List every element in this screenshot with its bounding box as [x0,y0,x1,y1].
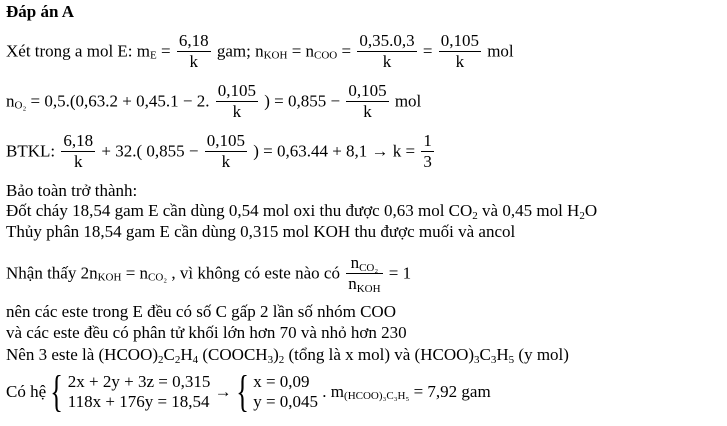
fraction: $\frac{0,105}{k}$ [217,81,256,121]
solution-system: x = 0,09 y = 0,045 [253,372,319,411]
line-observation: Nhận thấy $2n_{KOH} = n_{CO_2}$ , vì không có este nào có $\frac{n_{CO_2}}{n_{KOH}}$ = 1 [6,253,412,295]
fraction: $\frac{1}{3}$ [423,131,432,171]
line-carbon-ratio: nên các este trong E đều có số C gấp 2 lần số nhóm COO [6,302,396,321]
line-esters: Nên 3 este là $(HCOO)_2C_2H_4$ $(COOCH_3)_2$ (tổng là x mol) và $(HCOO)_3C_3H_5$ (y mol) [6,345,569,366]
line-oxygen: $n_{O_2} = 0,5.(0,63.2 + 0,45.1 - 2$. $\frac{0,105}{k}$ ) = 0,855 − $\frac{0,105}{k}$ mol [6,81,422,121]
fraction: $\frac{6,18}{k}$ [63,131,94,171]
brace-icon: { [50,367,64,416]
fraction: $\frac{0,35.0,3}{k}$ [359,31,415,71]
line-conservation: Bảo toàn trở thành: [6,181,138,200]
equation-system: 2x + 2y + 3z = 0,315 118x + 176y = 18,54 [67,372,211,411]
line-system: Có hệ { 2x + 2y + 3z = 0,315 118x + 176y = 18,54 → { x = 0,09 y = 0,045 . $m_{(HCOO)_3C_3H_5} = 7,92$ gam [6,367,491,416]
line-hydrolysis: Thủy phân 18,54 gam E cần dùng 0,315 mol KOH thu được muối và ancol [6,222,516,241]
line-mass-moles: Xét trong a mol E: $m_E$ = $\frac{6,18}{k}$ gam; $n_{KOH} = n_{COO}$ = $\frac{0,35.0,3}{k}$ = $\frac{0,105}{k}$ mol [6,31,514,71]
fraction: $\frac{0,105}{k}$ [348,81,387,121]
fraction: $\frac{0,105}{k}$ [440,31,479,71]
fraction: $\frac{n_{CO_2}}{n_{KOH}}$ [348,253,381,295]
fraction: $\frac{0,105}{k}$ [206,131,245,171]
brace-icon: { [236,367,249,416]
line-combustion: Đốt cháy 18,54 gam E cần dùng 0,54 mol oxi thu được 0,63 mol $CO_2$ và 0,45 mol $H_2O$ [6,201,598,222]
line-molar-mass: và các este đều có phân tử khối lớn hơn 70 và nhỏ hơn 230 [6,323,407,342]
answer-title: Đáp án A [6,2,75,21]
fraction: $\frac{6,18}{k}$ [178,31,209,71]
line-btkl: BTKL: $\frac{6,18}{k}$ + 32.( 0,855 − $\frac{0,105}{k}$ ) = 0,63.44 + 8,1 → k = $\frac{1}{3}$ [6,131,432,171]
